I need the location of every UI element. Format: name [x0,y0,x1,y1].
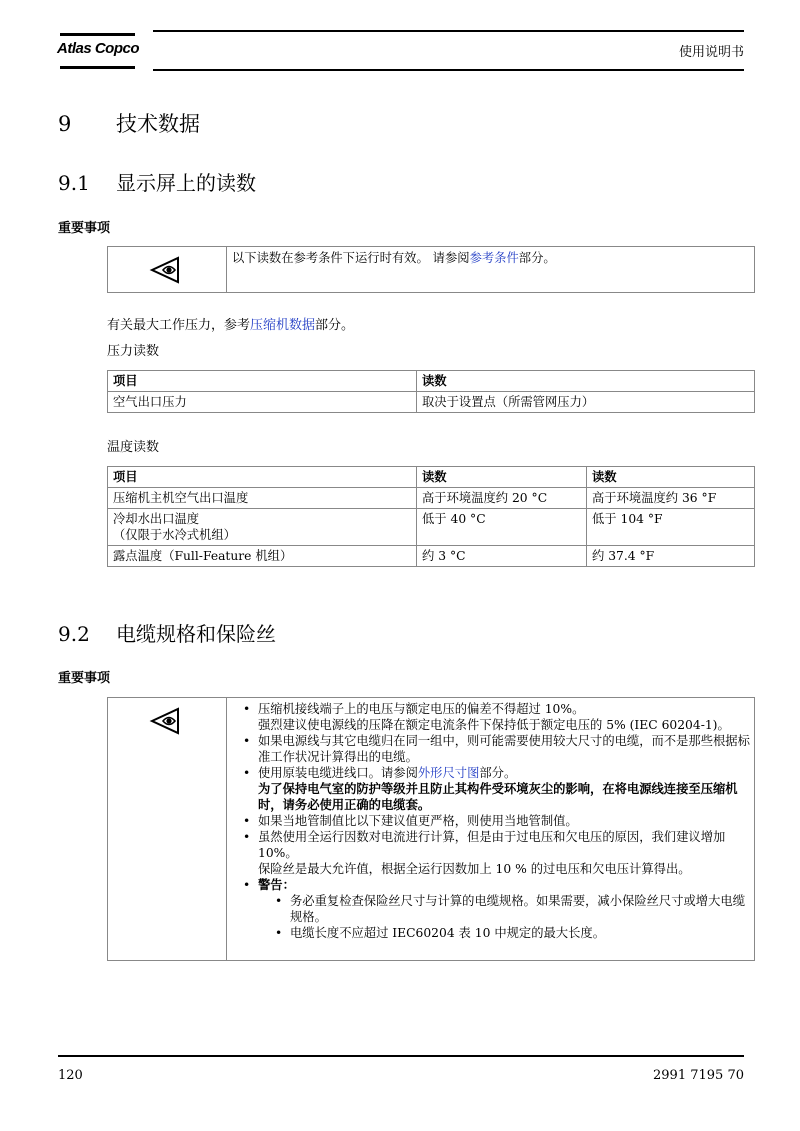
note-text-suffix: 部分。 [518,251,556,265]
table-row [108,509,755,546]
link-dimension-drawing[interactable]: 外形尺寸图 [417,766,480,780]
paragraph-text-suffix: 部分。 [315,318,355,333]
doc-title: 使用说明书 [678,45,744,60]
document-number: 2991 7195 70 [653,1068,744,1083]
table-cell: 低于 104 °F [587,509,755,546]
list-item [232,829,750,877]
bullet-text-suffix: 部分。 [479,766,517,780]
table-cell: 约 37.4 °F [587,546,755,567]
table-cell: 冷却水出口温度 （仅限于水冷式机组） [108,509,417,546]
bullet-text: • 如果当地管制值比以下建议值更严格，则使用当地管制值。 [258,814,578,828]
table-cell: 取决于设置点（所需管网压力） [417,392,755,413]
table-cell: 高于环境温度约 20 °C [417,488,587,509]
table-cell: 约 3 °C [417,546,587,567]
important-note-label: 重要事项 [58,221,111,236]
list-item [232,733,750,765]
max-pressure-paragraph [107,314,354,333]
link-reference-conditions[interactable]: 参考条件 [469,251,519,265]
note-icon-cell [108,698,227,960]
list-item [232,877,750,941]
table-cell: 空气出口压力 [108,392,417,413]
section-9-heading [58,108,200,138]
note-text: 以下读数在参考条件下运行时有效。 请参阅 [232,251,470,265]
logo-bar-bottom [60,66,135,69]
sub-bullet-list [258,893,750,941]
table-cell: 高于环境温度约 36 °F [587,488,755,509]
page-number: 120 [58,1068,83,1083]
table-cell: 露点温度（Full-Feature 机组） [108,546,417,567]
important-note-label: 重要事项 [58,671,111,686]
section-number: 9 [58,112,72,136]
table-header: 读数 [417,371,755,392]
table-row [108,392,755,413]
note-content [227,247,754,292]
list-item [232,813,750,829]
section-number: 9.1 [58,171,90,195]
brand-logo: Atlas Copco [57,40,140,57]
section-9-2-heading [58,618,276,647]
section-title: 技术数据 [116,112,200,136]
table-cell: 低于 40 °C [417,509,587,546]
warning-label: • 警告： [258,877,295,892]
temperature-caption: 温度读数 [107,440,160,455]
section-title: 显示屏上的读数 [116,171,256,195]
logo-bar-top [60,33,135,36]
important-note-box [107,246,755,293]
table-header: 项目 [108,371,417,392]
link-compressor-data[interactable]: 压缩机数据 [250,318,316,333]
table-header-row [108,467,755,488]
table-header-row [108,371,755,392]
list-item [232,765,750,813]
note-icon-cell [108,247,227,292]
section-number: 9.2 [58,622,90,646]
footer-line [58,1055,744,1057]
table-row [108,546,755,567]
list-item: • 电缆长度不应超过 IEC60204 表 10 中规定的最大长度。 [258,925,750,941]
table-row [108,488,755,509]
section-9-1-heading [58,167,256,196]
eye-in-triangle-icon [149,255,183,285]
cable-note-box [107,697,755,961]
pressure-table [107,370,755,413]
section-title: 电缆规格和保险丝 [116,622,276,646]
bullet-bold-text: 为了保持电气室的防护等级并且防止其构件受环境灰尘的影响，在将电源线连接至压缩机时，请务必使用正确的电缆套。 [258,781,738,812]
header-line-top [153,30,744,32]
bullet-list [232,701,750,941]
bullet-text: 强烈建议使电源线的压降在额定电流条件下保持低于额定电压的 5% (IEC 60204-1)。 [258,718,730,732]
table-header: 项目 [108,467,417,488]
bullet-text: • 压缩机接线端子上的电压与额定电压的偏差不得超过 10%。 [258,702,585,716]
bullet-text: 保险丝是最大允许值，根据全运行因数加上 10 % 的过电压和欠电压计算得出。 [258,862,691,876]
table-header: 读数 [417,467,587,488]
header-line-bottom [153,69,744,71]
table-header: 读数 [587,467,755,488]
list-item: • 务必重复检查保险丝尺寸与计算的电缆规格。如果需要，减小保险丝尺寸或增大电缆规格。 [258,893,750,925]
bullet-text: • 虽然使用全运行因数对电流进行计算，但是由于过电压和欠电压的原因，我们建议增加 10%。 [258,830,726,860]
temperature-table [107,466,755,567]
bullet-text: • 如果电源线与其它电缆归在同一组中，则可能需要使用较大尺寸的电缆，而不是那些根据标准工作状况计算得出的电缆。 [258,734,750,764]
eye-in-triangle-icon [149,706,183,736]
pressure-caption: 压力读数 [107,344,160,359]
table-cell: 压缩机主机空气出口温度 [108,488,417,509]
paragraph-text: 有关最大工作压力，参考 [107,318,251,333]
note-content [227,698,754,960]
bullet-text: 使用原装电缆进线口。请参阅 [258,766,418,780]
list-item [232,701,750,733]
